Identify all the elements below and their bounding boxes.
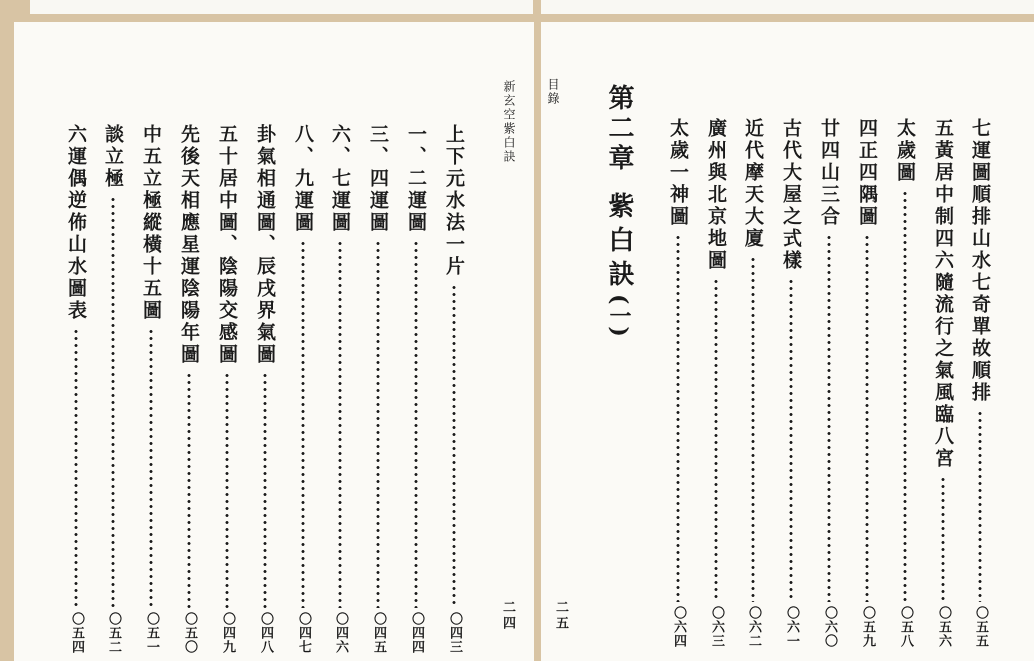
dot-leader xyxy=(326,240,354,608)
toc-entry-title: 卦氣相通圖、辰戌界氣圖 xyxy=(254,124,276,366)
toc-entry-title: 中五立極縱橫十五圖 xyxy=(140,124,162,322)
toc-entry-page: 〇五六 xyxy=(936,606,951,648)
toc-entry[interactable] xyxy=(137,124,165,654)
toc-entry-title: 五十居中圖、陰陽交感圖 xyxy=(216,124,238,366)
toc-entry-page: 〇五一 xyxy=(144,612,159,654)
dot-leader xyxy=(99,196,127,608)
toc-entry-page: 〇四四 xyxy=(409,612,424,654)
dot-leader xyxy=(891,190,919,602)
chapter-heading xyxy=(601,84,638,337)
toc-entry[interactable] xyxy=(364,124,392,654)
toc-entry-page: 〇六四 xyxy=(671,606,686,648)
toc-entry[interactable] xyxy=(402,124,430,654)
toc-entry-title: 七運圖順排山水七奇單故順排 xyxy=(969,118,991,404)
toc-entry-page: 〇四九 xyxy=(220,612,235,654)
dot-leader xyxy=(364,240,392,608)
toc-entry[interactable] xyxy=(62,124,90,654)
dot-leader xyxy=(213,372,241,608)
toc-entry[interactable] xyxy=(702,118,730,648)
dot-leader xyxy=(402,240,430,608)
toc-entry-page: 〇六一 xyxy=(784,606,799,648)
dot-leader xyxy=(440,284,468,608)
dot-leader xyxy=(62,328,90,608)
page-number: 二五 xyxy=(553,600,568,632)
toc-entry-title: 三、四運圖 xyxy=(367,124,389,234)
chapter-volume: (一) xyxy=(606,294,632,337)
toc-entry-page: 〇四六 xyxy=(333,612,348,654)
toc-entry-title: 五黃居中制四六隨流行之氣風臨八宮 xyxy=(932,118,954,470)
toc-entry-title: 六運偶逆佈山水圖表 xyxy=(65,124,87,322)
previous-page-strip-right xyxy=(541,0,1034,14)
toc-entry-title: 太歲圖 xyxy=(894,118,916,184)
toc-entry-page: 〇五二 xyxy=(106,612,121,654)
toc-entry-page: 〇四五 xyxy=(371,612,386,654)
toc-entry[interactable] xyxy=(326,124,354,654)
toc-entry-page: 〇四七 xyxy=(296,612,311,654)
toc-entry-title: 八、九運圖 xyxy=(292,124,314,234)
toc-entry-title: 四正四隅圖 xyxy=(856,118,878,228)
toc-entry-page: 〇四三 xyxy=(447,612,462,654)
toc-entry-title: 太歲一神圖 xyxy=(667,118,689,228)
dot-leader xyxy=(815,234,843,602)
toc-entry[interactable] xyxy=(175,124,203,654)
book-gutter xyxy=(534,0,541,661)
toc-entry[interactable] xyxy=(99,124,127,654)
dot-leader xyxy=(777,278,805,602)
toc-entry-page: 〇五〇 xyxy=(182,612,197,654)
toc-entry-title: 先後天相應星運陰陽年圖 xyxy=(178,124,200,366)
toc-entry-title: 廣州與北京地圖 xyxy=(705,118,727,272)
toc-entry-page: 〇六〇 xyxy=(822,606,837,648)
toc-entry-page: 〇六三 xyxy=(709,606,724,648)
toc-entry-page: 〇五九 xyxy=(860,606,875,648)
toc-entry-page: 〇四八 xyxy=(258,612,273,654)
toc-entry[interactable] xyxy=(664,118,692,648)
toc-entry[interactable] xyxy=(251,124,279,654)
toc-entry-page: 〇五八 xyxy=(898,606,913,648)
toc-entry-page: 〇五五 xyxy=(973,606,988,648)
running-head-contents: 目錄 xyxy=(546,78,560,106)
toc-entry-page: 〇六二 xyxy=(746,606,761,648)
toc-entry[interactable] xyxy=(440,124,468,654)
toc-entry[interactable] xyxy=(739,118,767,648)
toc-entry-title: 一、二運圖 xyxy=(405,124,427,234)
dot-leader xyxy=(739,256,767,602)
left-page xyxy=(14,22,534,661)
toc-entry[interactable] xyxy=(213,124,241,654)
chapter-title: 紫白訣 xyxy=(604,192,634,294)
dot-leader xyxy=(251,372,279,608)
toc-entry[interactable] xyxy=(929,118,957,648)
toc-entry-title: 六、七運圖 xyxy=(329,124,351,234)
dot-leader xyxy=(137,328,165,608)
dot-leader xyxy=(175,372,203,608)
toc-entry-title: 廿四山三合 xyxy=(818,118,840,228)
chapter-number: 第二章 xyxy=(604,84,634,174)
toc-entry[interactable] xyxy=(289,124,317,654)
toc-entry[interactable] xyxy=(853,118,881,648)
dot-leader xyxy=(289,240,317,608)
toc-entry-title: 上下元水法一片 xyxy=(443,124,465,278)
toc-entry-page: 〇五四 xyxy=(69,612,84,654)
dot-leader xyxy=(966,410,994,602)
previous-page-strip-left xyxy=(30,0,533,14)
dot-leader xyxy=(853,234,881,602)
toc-entry[interactable] xyxy=(891,118,919,648)
dot-leader xyxy=(664,234,692,602)
toc-entry[interactable] xyxy=(815,118,843,648)
toc-entry[interactable] xyxy=(966,118,994,648)
right-page xyxy=(541,22,1034,661)
dot-leader xyxy=(702,278,730,602)
running-head-book-title: 新玄空紫白訣 xyxy=(502,80,516,164)
toc-entry[interactable] xyxy=(777,118,805,648)
toc-entry-title: 談立極 xyxy=(102,124,124,190)
toc-entry-title: 古代大屋之式樣 xyxy=(780,118,802,272)
dot-leader xyxy=(929,476,957,602)
page-number: 二四 xyxy=(500,600,515,632)
toc-entry-title: 近代摩天大廈 xyxy=(742,118,764,250)
